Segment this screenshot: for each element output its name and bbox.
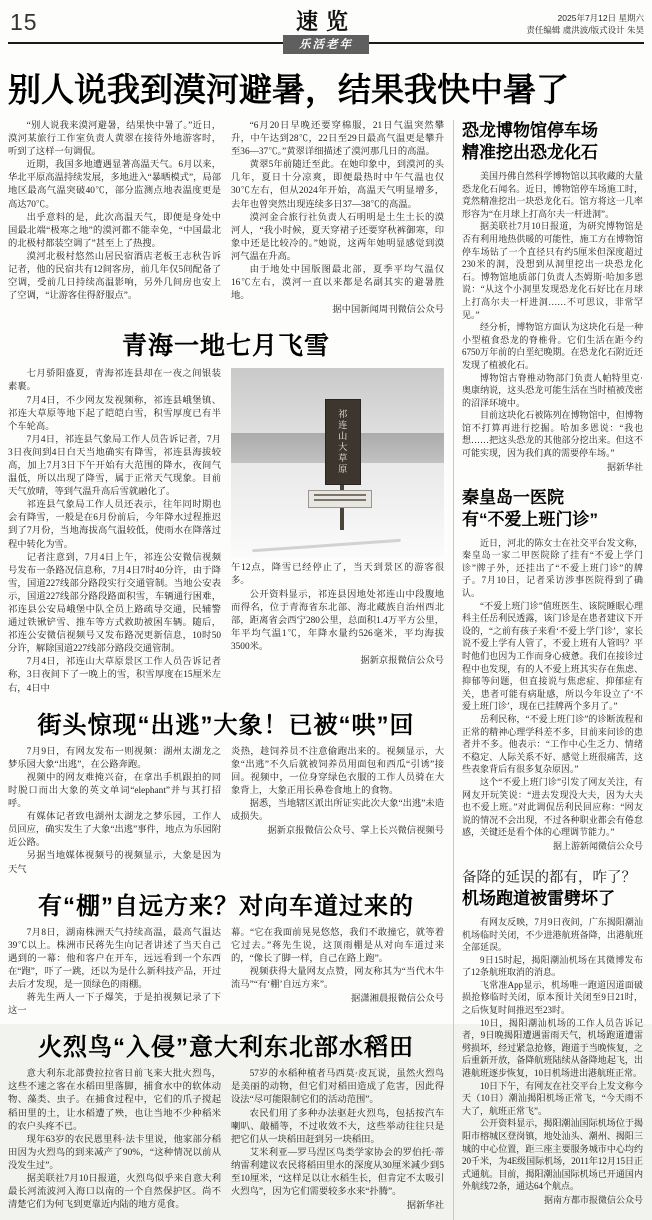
source-attribution: 据新华社: [606, 461, 643, 472]
paragraph: 经分析，博物馆方面认为这块化石是一种小型植食恐龙的脊椎骨。它们生活在距今约6750万年前的白垩纪晚期。在恐龙化石附近还发现了植被化石。: [462, 322, 643, 370]
paragraph: 公开资料显示，祁连县因地处祁连山中段腹地而得名，位于青海省东北部、海北藏族自治州西北部，距离省会西宁280公里，总面积1.4万平方公里，年平均气温1℃，年降水量约526毫米，平均海拔3500米。: [231, 589, 444, 652]
page-number: 15: [10, 9, 38, 35]
paragraph: 10日，揭阳潮汕机场的工作人员告诉记者，9日晚揭阳遭遇雷雨天气，机场跑道遭雷劈损坏，经过紧急抢修，跑道于当晚恢复，之后重新开放，备降航班陆续从备降地起飞，出港航班逐步恢复，10日机场进出港航班正常。: [462, 1017, 643, 1079]
paragraph: 另据当地媒体视频号的视频显示，大象是因为天气: [8, 851, 221, 875]
paragraph: 这个“不爱上班门诊”引发了网友关注，有网友开玩笑说：“进去发现没大夫，因为大夫也不爱上班。”对此调侃岳利民回应称：“网友说的情况不会出现，不过各种职业都会有倦怠感，关键还是看个体的心理调节能力。”: [462, 776, 643, 838]
right-rail: [453, 120, 643, 1220]
paragraph: 有媒体记者致电湖州太湖龙之梦乐园，工作人员回应，确实发生了大象“出逃”事件，地点为乐园附近公路。: [8, 812, 221, 849]
dinosaur-article: [462, 120, 643, 474]
lead-headline: 别人说我到漠河避暑，结果我快中暑了: [8, 71, 569, 108]
sign-text-bar: [314, 499, 366, 501]
paragraph: 据美联社7月10日报道，为研究博物馆是否有利用地热供暖的可能性，施工方在博物馆停车场钻了一个直径只有约5厘米但深度超过230米的洞，没想到从洞里挖出一块恐龙化石。博物馆地质部门负责人杰姆斯·哈加多恩说：“从这个小洞里发现恐龙化石好比在月球上打高尔夫一杆进洞……不可思议，非常罕见。”: [462, 221, 643, 320]
road-sign: [325, 399, 361, 485]
paragraph: “不爱上班门诊”值班医生、该院睡眠心理科主任岳利民透露，该门诊是在患者建议下开设的，“之前有孩子来看‘不爱上学门诊’，家长说不爱上学有人管了，不爱上班有人管吗？平时他们也因为工作而身心疲惫。我们在接诊过程中也发现，有的人不爱上班其实存在焦虑、抑郁等问题，但直接说与焦虑症、抑郁症有关，患者可能有病耻感，所以今年设立了‘不爱上班门诊’，现在已挂牌两个多月了。”: [462, 600, 643, 712]
article-headline-qinghai: 青海一地七月飞雪: [121, 332, 330, 361]
source-attribution: 据潇湘晨报微信公众号: [351, 994, 444, 1005]
canopy-article: [8, 927, 444, 1019]
masthead: 乐活老年: [283, 35, 369, 54]
paragraph: 目前这块化石被陈列在博物馆中，但博物馆不打算再进行挖掘。哈加多恩说：“我也想……把这头恐龙的其他部分挖出来。但这不可能实现，因为我们真的需要停车场。”: [462, 410, 643, 459]
paragraph: 7月4日，不少网友发视频称，祁连县峨堡镇、祁连大草原等地下起了皑皑白雪，积雪厚度已有半个车轮高。: [8, 395, 221, 432]
paragraph: 漠河北极村悠然山居民宿酒店老板王志秋告诉记者，他的民宿共有12间客房，前几年仅5间配备了空调，受前几日持续高温影响，另外几间房也安上了空调，“让游客住得舒服点”。: [8, 251, 221, 302]
elephant-article: [8, 746, 444, 877]
paragraph: 视频中的网友难掩兴奋，在拿出手机跟拍的同时脱口而出大象的英文单词“elephant”并与其打招呼。: [8, 772, 221, 810]
paragraph: “别人说我来漠河避暑，结果快中暑了。”近日，漠河某旅行工作室负责人黄翠在接待外地游客时，听到了这样一句调侃。: [8, 121, 221, 158]
paragraph: 炎热，趁饲养员不注意偷跑出来的。视频显示，大象“出逃”不久后就被饲养员用面包和西瓜“引诱”接回。视频中，一位身穿绿色衣服的工作人员骑在大象背上，大象正用长鼻卷食地上的食物。: [231, 746, 444, 796]
clinic-article: [462, 487, 643, 853]
main-column: [8, 120, 444, 1220]
date-line: 2025年7月12日 星期六: [557, 13, 644, 23]
paragraph: 近日，河北的陈女士在社交平台发文称，秦皇岛一家二甲医院除了挂有“不爱上学门诊”牌子外，还挂出了“不爱上班门诊”的牌子。7月10日，记者采访涉事医院得到了确认。: [462, 537, 643, 599]
paragraph: 黄翠5年前随迁至此。在她印象中，到漠河的头几年，夏日十分凉爽，即便最热时中午气温也仅30℃左右，但从2024年开始，高温天气明显增多，去年也曾突然出现连续多日37—38℃的高温。: [231, 160, 444, 210]
paragraph: 美国丹佛自然科学博物馆以其收藏的大量恐龙化石闻名。近日，博物馆停车场施工时，竟然精准挖出一块恐龙化石。馆方将这一几率形容为“在月球上打高尔夫一杆进洞”。: [462, 171, 643, 219]
source-attribution: 据中国新闻周刊微信公众号: [332, 305, 444, 316]
paragraph: 57岁的水稻种植者马西莫·皮瓦说，虽然火烈鸟是美丽的动物，但它们对稻田造成了危害，因此得设法“尽可能限制它们的活动范围”。: [231, 1069, 444, 1106]
paragraph: 岳利民称，“不爱上班门诊”的诊断流程和正常的精神心理学科差不多，目前来问诊的患者并不多。他表示：“工作中心生乏力、情绪不稳定、人际关系不好、感觉上班很痛苦，这些表象背后有很多复杂原因。”: [462, 713, 643, 775]
source-attribution: 据南方都市报微信公众号: [543, 1194, 643, 1205]
paragraph: 7月4日，祁连县气象局工作人员告诉记者，7月3日夜间到4日白天当地确实有降雪，祁连县海拔较高，加上7月3日下午开始有大范围的降水，夜间气温低，所以出现了降雪，属于正常天气现象。目前天气放晴，等到气温升高后雪就融化了。: [8, 434, 221, 498]
snow-photo: [231, 368, 444, 558]
date-block: [526, 12, 644, 36]
paragraph: 据美联社7月10日报道，火烈鸟似乎来自意大利最长河流波河入海口以南的一个自然保护区。尚不清楚它们为何飞到更靠近内陆的地方觅食。: [8, 1174, 221, 1211]
paragraph: 记者注意到，7月4日上午，祁连公安微信视频号发布一条路况信息称，7月4日7时40分许，由于降雪，国道227线部分路段实行交通管制。当地公安表示，国道227线部分路段路面积雪，车辆通行困难，祁连县公安局峨堡中队全员上路疏导交通，民辅警通过铁锹铲雪、推车等方式救助被困车辆。随后，祁连公安微信视频号又发布路况更新信息，10时50分许，解除国道227线部分路段交通管制。: [8, 552, 221, 655]
paragraph: 意大利东北部费拉拉省日前飞来大批火烈鸟，这些不速之客在水稻田里落脚，捕食水中的软体动物、藻类、虫子。在捕食过程中，它们的爪子搅起稻田里的土，让水稻遭了殃，也让当地不少种稻米的农户头疼不已。: [8, 1069, 221, 1132]
paragraph: 由于地处中国版图最北部，夏季平均气温仅16℃左右，漠河一直以来都是名副其实的避暑胜地。: [231, 265, 444, 302]
article-headline-elephant: 街头惊现“出逃”大象！已被“哄”回: [37, 711, 415, 739]
qinghai-article: [8, 368, 444, 695]
paragraph: 视频获得大量网友点赞，网友称其为“当代木牛流马”“有‘棚’自远方来”。: [231, 966, 444, 990]
paragraph: 9日15时起，揭阳潮汕机场在其微博发布了12条航班取消的消息。: [462, 954, 643, 978]
article-headline-clinic: [462, 487, 643, 531]
article-kicker: 备降的延误的都有，咋了？: [462, 869, 636, 886]
paragraph: 公开资料显示，揭阳潮汕国际机场位于揭阳市榕城区登岗镇，地处汕头、潮州、揭阳三城的中心位置，距三座主要服务城市中心均约20千米，为4E级国际机场，2011年12月15日正式通航。目前，揭阳潮汕国际机场已开通国内外航线72条，通达64个航点。: [462, 1118, 643, 1192]
paragraph: 出乎意料的是，此次高温天气，即便是身处中国最北端“极寒之地”的漠河都不能幸免，“中国最北的北极村都装空调了”甚至上了热搜。: [8, 212, 221, 249]
paragraph: 祁连县气象局工作人员还表示，往年同时期也会有降雪，一般是在6月份前后，今年降水过程推迟到了7月份，当地海拔高气温较低，使雨水在降落过程中转化为雪。: [8, 500, 221, 550]
editors-line: 责任编辑 虞洪波/版式设计 朱昊: [526, 25, 644, 35]
article-headline-airport: 机场跑道被雷劈坏了: [462, 888, 615, 908]
paragraph: 漠河金合旅行社负责人石明明是土生土长的漠河人，“我小时候，夏天穿裙子还要穿秋裤御寒，印象中还是比较冷的。”她说，这两年她明显感觉到漠河气温在升高。: [231, 212, 444, 262]
road-sign-text: 祁连山大草原: [337, 408, 348, 475]
road-sign-small: [308, 490, 372, 508]
paragraph: 午12点，降雪已经停止了，当天到景区的游客很多。: [231, 563, 444, 587]
article-headline-dinosaur: [462, 120, 643, 164]
paragraph: 7月4日，祁连山大草原景区工作人员告诉记者称，3日夜间下了一晚上的雪，积雪厚度在15厘米左右，4日中: [8, 657, 221, 694]
paragraph: “6月20日早晚还要穿棉服，21日气温突然攀升，中午达到28℃，22日至29日最高气温更是攀升至36—37℃。”黄翠详细描述了漠河那几日的高温。: [231, 121, 444, 158]
paragraph: 现年63岁的农民恩里科·法卡里说，他家部分稻田因为火烈鸟的到来减产了90%，“这种情况以前从没发生过”。: [8, 1134, 221, 1171]
headline-line: 有“不爱上班门诊”: [462, 509, 598, 529]
sign-text-bar: [314, 494, 366, 496]
paragraph: 7月8日，湖南株洲天气持续高温，最高气温达39℃以上。株洲市民蒋先生向记者讲述了当天自己遇到的一幕：他和客户在开车，远远看到一个东西在“跑”，吓了一跳，还以为是什么新科技产品，开过去后才发现，是一顶绿色的雨棚。: [8, 927, 221, 990]
paragraph: 幕。“它在我面前晃晃悠悠，我们不敢撞它，就等着它过去。”蒋先生说，这顶雨棚是从对向车道过来的，“像长了脚一样，自己在路上跑”。: [231, 927, 444, 964]
paragraph: 7月9日，有网友发布一则视频：湖州太湖龙之梦乐园大象“出逃”，在公路奔跑。: [8, 746, 221, 770]
source-attribution: 据新京报微信公众号: [360, 655, 444, 666]
headline-line: 恐龙博物馆停车场: [462, 121, 598, 140]
paragraph: 据悉，当地辖区派出所证实此次大象“出逃”未造成损失。: [231, 799, 444, 823]
lead-article: [8, 120, 444, 317]
paragraph: 博物馆古脊椎动物部门负责人帕特里克·奥康纳说，这头恐龙可能生活在当时植被茂密的沼泽环境中。: [462, 372, 643, 408]
article-headline-flamingo: 火烈鸟“入侵”意大利东北部水稻田: [38, 1034, 414, 1062]
airport-article: [462, 866, 643, 1207]
section-title: 速览: [295, 9, 357, 34]
source-attribution: 据新京报微信公众号、掌上长兴微信视频号: [267, 826, 444, 837]
paragraph: 农民们用了多种办法驱赶火烈鸟，包括按汽车喇叭、敲桶等，不过收效不大，这些举动往往只是把它们从一块稻田赶到另一块稻田。: [231, 1108, 444, 1145]
paragraph: 近期，我国多地遭遇显著高温天气。6月以来，华北平原高温持续发展，多地进入“暴晒模式”，局部地区最高气温突破40℃，部分监测点地表温度更是高达70℃。: [8, 160, 221, 210]
paragraph: 10日下午，有网友在社交平台上发文称今天（10日）潮汕揭阳机场正常飞，“今天雨不大了，航班正常飞”。: [462, 1080, 643, 1116]
flamingo-article: [8, 1068, 444, 1213]
source-attribution: 据上游新闻微信公众号: [552, 840, 643, 851]
headline-line: 秦皇岛一医院: [462, 487, 564, 507]
paragraph: 艾米利亚—罗马涅区鸟类学家协会的罗伯托·蒂纳雷利建议农民将稻田里水的深度从30厘米减少到5至10厘米，“这样足以让水稻生长，但肯定不太吸引火烈鸟”，因为它们需要较多水来“扑腾”。: [231, 1147, 444, 1198]
headline-line: 精准挖出恐龙化石: [462, 143, 598, 162]
paragraph: 有网友反映，7月9日夜间，广东揭阳潮汕机场临时关闭，不少进港航班备降，出港航班全部延误。: [462, 916, 643, 953]
source-attribution: 据新华社: [406, 1201, 444, 1212]
article-headline-canopy: 有“棚”自远方来？对向车道过来的: [38, 892, 414, 920]
paragraph: 飞常准App显示，机场唯一跑道因道面破损抢修临时关闭，原本预计关闭至9日21时，之后恢复时间推迟至23时。: [462, 979, 643, 1016]
paragraph: 七月骄阳盛夏，青海祁连县却在一夜之间银装素裹。: [8, 369, 221, 393]
paragraph: 蒋先生两人一下子爆笑，于是拍视频记录了下这一: [8, 993, 221, 1017]
page-header: [8, 5, 644, 51]
